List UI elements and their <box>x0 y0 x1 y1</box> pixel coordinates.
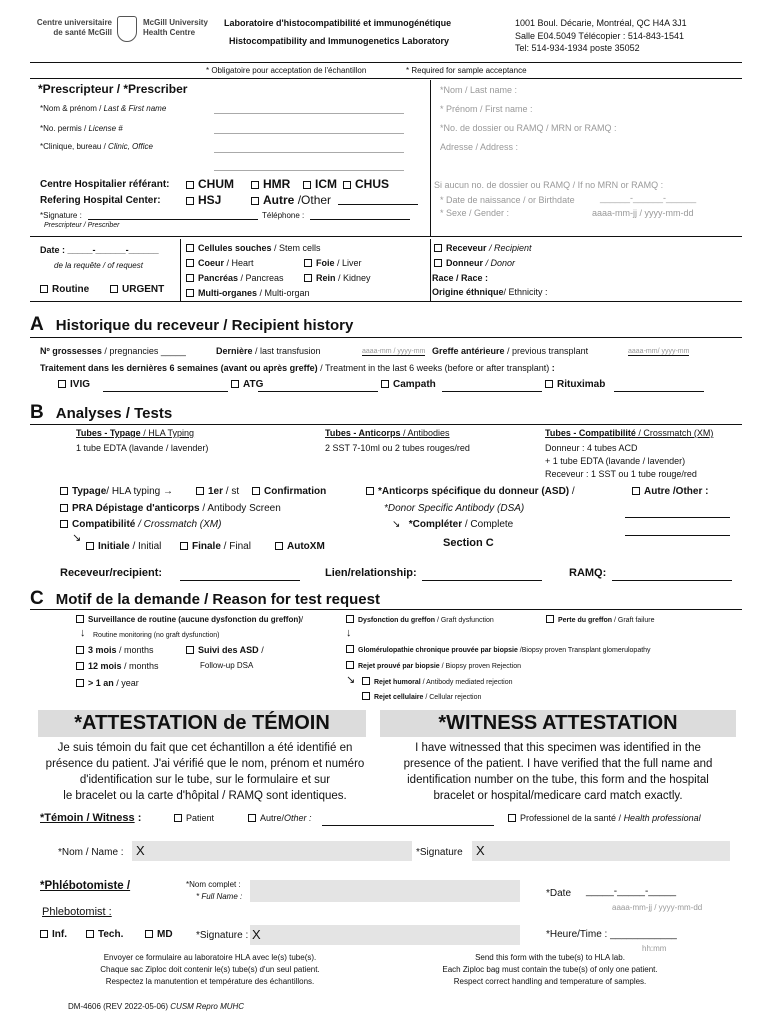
checkbox-icon[interactable] <box>110 285 118 293</box>
ethnicity-label: Origine éthnique/ Ethnicity : <box>432 287 548 297</box>
lab-name-fr: Laboratoire d'histocompatibilité et immunogénétique <box>224 18 452 28</box>
checkbox-icon[interactable] <box>434 259 442 267</box>
reason-graft-dysfunction[interactable]: Dysfonction du greffon / Graft dysfunction <box>346 615 494 624</box>
mandatory-note-fr: * Obligatoire pour acceptation de l'échantillon <box>206 66 367 75</box>
section-b-heading: B Analyses / Tests <box>30 402 173 423</box>
lab-salle: Salle E04.5049 Télécopier : 514-843-1541 <box>515 31 684 41</box>
patient-sex-label: * Sexe / Gender : <box>440 208 510 218</box>
treatment-atg[interactable]: ATG <box>231 379 263 390</box>
mandatory-note-en: * Required for sample acceptance <box>406 66 527 75</box>
mcgill-shield-icon <box>117 16 137 42</box>
organ-stem-cells[interactable]: Cellules souches / Stem cells <box>186 243 321 253</box>
checkbox-icon[interactable] <box>248 814 256 822</box>
prescriber-clinic-field-2[interactable] <box>214 170 404 171</box>
phlebotomist-date-field[interactable]: _____-_____-_____ <box>586 886 677 897</box>
xm-auto[interactable]: AutoXM <box>275 541 325 552</box>
organ-pancreas[interactable]: Pancréas / Pancreas <box>186 273 284 283</box>
atg-field[interactable] <box>258 391 378 392</box>
witness-professional[interactable]: Professionel de la santé / Health professional <box>508 813 701 823</box>
phlebotomist-signature-field[interactable]: X <box>250 925 520 945</box>
section-b-underline <box>30 424 742 425</box>
phlebotomist-fullname-en: * Full Name : <box>196 892 243 901</box>
checkbox-icon[interactable] <box>40 930 48 938</box>
checkbox-icon[interactable] <box>545 380 553 388</box>
recipient-label: Receveur/recipient: <box>60 567 163 579</box>
test-typage[interactable]: Typage/ HLA typing → <box>60 486 173 497</box>
reason-biopsy-rejection[interactable]: Rejet prouvé par biopsie / Biopsy proven Rejection <box>346 661 521 670</box>
checkbox-icon[interactable] <box>362 677 370 685</box>
test-typage-first[interactable]: 1er / st <box>196 486 239 497</box>
prescriber-clinic-field[interactable] <box>214 152 404 153</box>
prescriber-signature-field[interactable] <box>88 219 258 220</box>
last-transfusion-label: Dernière / last transfusion <box>216 346 321 356</box>
section-a-underline <box>30 337 742 338</box>
checkbox-icon[interactable] <box>174 814 182 822</box>
checkbox-icon[interactable] <box>186 259 194 267</box>
reason-surveillance[interactable]: Surveillance de routine (aucune dysfonction du greffon)/ <box>76 615 303 624</box>
request-date-caption: de la requête / of request <box>54 261 143 270</box>
tubes-antibodies-header: Tubes - Anticorps / Antibodies <box>325 428 450 438</box>
ramq-label: RAMQ: <box>569 567 607 579</box>
phlebotomist-title-en: Phlebotomist : <box>42 906 112 918</box>
section-c-heading: C Motif de la demande / Reason for test request <box>30 588 380 609</box>
witness-name-field[interactable]: X <box>132 841 412 861</box>
witness-label: *Témoin / Witness : <box>40 812 142 824</box>
reason-cellular-rejection[interactable]: Rejet cellulaire / Cellular rejection <box>362 692 481 701</box>
checkbox-icon[interactable] <box>40 285 48 293</box>
checkbox-icon[interactable] <box>304 274 312 282</box>
hospital-chum[interactable]: CHUM <box>186 177 234 191</box>
hospital-hsj[interactable]: HSJ <box>186 193 221 207</box>
tubes-crossmatch-header: Tubes - Compatibilité / Crossmatch (XM) <box>545 428 714 438</box>
checkbox-icon[interactable] <box>252 487 260 495</box>
previous-transplant-label: Greffe antérieure / previous transplant <box>432 346 589 356</box>
header-divider <box>30 62 742 63</box>
treatment-campath[interactable]: Campath <box>381 379 436 390</box>
organ-heart[interactable]: Coeur / Heart <box>186 258 254 268</box>
witness-name-label: *Nom / Name : <box>58 847 124 858</box>
attestation-title-fr: *ATTESTATION de TÉMOIN <box>38 710 366 737</box>
reason-humoral-rejection[interactable]: Rejet humoral / Antibody mediated rejection <box>362 677 513 686</box>
treatment-ivig[interactable]: IVIG <box>58 379 90 390</box>
tubes-typing-header: Tubes - Typage / HLA Typing <box>76 428 195 438</box>
logo-text-right: McGill University Health Centre <box>143 18 208 37</box>
ivig-field[interactable] <box>103 391 228 392</box>
checkbox-icon[interactable] <box>186 289 194 297</box>
column-divider <box>430 80 431 236</box>
organ-multi[interactable]: Multi-organes / Multi-organ <box>186 288 310 298</box>
checkbox-icon[interactable] <box>251 181 259 189</box>
ramq-field[interactable] <box>612 580 732 581</box>
hospital-hmr[interactable]: HMR <box>251 177 290 191</box>
checkbox-icon[interactable] <box>346 645 354 653</box>
dsa-complete: ↘ *Compléter / Complete <box>392 519 514 530</box>
checkbox-icon[interactable] <box>186 244 194 252</box>
checkbox-icon[interactable] <box>304 259 312 267</box>
test-dsa-en: *Donor Specific Antibody (DSA) <box>384 503 525 514</box>
phlebotomist-md[interactable]: MD <box>145 929 173 940</box>
patient-dob-label: * Date de naissance / or Birthdate <box>440 195 575 205</box>
prescriber-name-label: *Nom & prénom / Last & First name <box>40 104 167 113</box>
checkbox-icon[interactable] <box>86 542 94 550</box>
tubes-typing-l1: 1 tube EDTA (lavande / lavender) <box>76 443 209 453</box>
phlebotomist-inf[interactable]: Inf. <box>40 929 67 940</box>
request-divider-2 <box>430 239 431 301</box>
checkbox-icon[interactable] <box>60 487 68 495</box>
checkbox-icon[interactable] <box>180 542 188 550</box>
patient-mrn-label: *No. de dossier ou RAMQ / MRN or RAMQ : <box>440 123 617 133</box>
routine-option[interactable]: Routine <box>40 284 89 295</box>
hospital-icm[interactable]: ICM <box>303 177 337 191</box>
transplant-date-hint[interactable]: aaaa-mm/ yyyy-mm <box>628 348 690 355</box>
checkbox-icon[interactable] <box>343 181 351 189</box>
reason-12-months[interactable]: 12 mois / months <box>76 661 159 671</box>
section-a-heading: A Historique du receveur / Recipient history <box>30 314 354 335</box>
phlebotomist-time-label[interactable]: *Heure/Time : ____________ <box>546 929 677 940</box>
phlebotomist-tech[interactable]: Tech. <box>86 929 123 940</box>
form-code: DM-4606 (REV 2022-05-06) CUSM Repro MUHC <box>68 1002 245 1011</box>
lab-phone: Tel: 514-934-1934 poste 35052 <box>515 43 640 53</box>
reason-glomerulopathy[interactable]: Glomérulopathie chronique prouvée par biopsie /Biopsy proven Transplant glomerulopathy <box>346 645 651 654</box>
surveillance-arrow-icon: ↓ <box>80 627 86 639</box>
compat-arrow-icon: ↘ <box>72 532 82 544</box>
hospital-other-field[interactable] <box>338 204 418 205</box>
checkbox-icon[interactable] <box>346 615 354 623</box>
prescriber-phone-label: Téléphone : <box>262 211 305 220</box>
tubes-crossmatch-l3: Receveur : 1 SST ou 1 tube rouge/red <box>545 469 697 479</box>
reason-1-year[interactable]: > 1 an / year <box>76 678 139 688</box>
reason-graft-failure[interactable]: Perte du greffon / Graft failure <box>546 615 654 624</box>
attestation-title-en: *WITNESS ATTESTATION <box>380 710 736 737</box>
hospital-label-en: Refering Hospital Center: <box>40 195 161 206</box>
recipient-field[interactable] <box>180 580 300 581</box>
checkbox-icon[interactable] <box>76 662 84 670</box>
lab-address: 1001 Boul. Décarie, Montréal, QC H4A 3J1 <box>515 18 687 28</box>
checkbox-icon[interactable] <box>303 181 311 189</box>
request-date-label: Date : _____-______-______ <box>40 245 159 255</box>
checkbox-icon[interactable] <box>546 615 554 623</box>
request-divider-1 <box>180 239 181 301</box>
test-compat[interactable]: Compatibilité / Crossmatch (XM) <box>60 519 221 530</box>
phlebotomist-signature-label: *Signature : <box>196 930 249 941</box>
patient-dob-field[interactable]: ______-______-______ <box>600 193 697 203</box>
patient-firstname-label: * Prénom / First name : <box>440 104 533 114</box>
rejection-arrow-icon: ↘ <box>346 674 356 686</box>
tubes-antibodies-l1: 2 SST 7-10ml ou 2 tubes rouges/red <box>325 443 470 453</box>
prescriber-signature-label: *Signature : <box>40 211 82 220</box>
hospital-label-fr: Centre Hospitalier référant: <box>40 179 170 190</box>
checkbox-icon[interactable] <box>434 244 442 252</box>
prescriber-title: *Prescripteur / *Prescriber <box>38 82 188 96</box>
witness-signature-label: *Signature <box>416 847 463 858</box>
phlebotomist-date-label: *Date <box>546 888 572 899</box>
logo-text-left: Centre universitaire de santé McGill <box>36 18 112 37</box>
header-divider-2 <box>30 78 742 79</box>
divider-before-a <box>30 301 742 302</box>
tubes-crossmatch-l1: Donneur : 4 tubes ACD <box>545 443 638 453</box>
checkbox-icon[interactable] <box>362 692 370 700</box>
patient-lastname-label: *Nom / Last name : <box>440 85 518 95</box>
treatment-label: Traitement dans les dernières 6 semaines (avant ou après greffe) / Treatment in the last 6 weeks (before or after transplant) : <box>40 363 555 373</box>
dysfunction-arrow-icon: ↓ <box>346 627 352 639</box>
followup-dsa-caption: Follow-up DSA <box>200 661 254 670</box>
hospital-chus[interactable]: CHUS <box>343 177 389 191</box>
patient-dob-format: aaaa-mm-jj / yyyy-mm-dd <box>592 208 694 218</box>
transfusion-date-hint[interactable]: aaaa-mm / yyyy-mm <box>362 348 426 355</box>
test-autre[interactable]: Autre /Other : <box>632 486 708 497</box>
phlebotomist-name-field[interactable] <box>250 880 520 902</box>
routine-monitoring-caption: Routine monitoring (no graft dysfunction) <box>93 632 220 639</box>
prescriber-license-label: *No. permis / License # <box>40 124 123 133</box>
attestation-text-en: I have witnessed that this specimen was identified in the presence of the patient. I have verified that the full name and identification number on the tube, this form and the hospital bracelet or hospital/medicare card match exactly. <box>403 742 713 802</box>
tubes-crossmatch-l2: + 1 tube EDTA (lavande / lavender) <box>545 456 686 466</box>
checkbox-icon[interactable] <box>186 181 194 189</box>
checkbox-icon[interactable] <box>76 679 84 687</box>
rituximab-field[interactable] <box>614 391 704 392</box>
witness-signature-field[interactable]: X <box>472 841 730 861</box>
race-label: Race / Race : <box>432 273 489 283</box>
checkbox-icon[interactable] <box>381 380 389 388</box>
checkbox-icon[interactable] <box>275 542 283 550</box>
patient-address-label: Adresse / Address : <box>440 142 519 152</box>
reason-3-months[interactable]: 3 mois / months <box>76 645 154 655</box>
witness-other[interactable]: Autre/Other : <box>248 813 312 823</box>
checkbox-icon[interactable] <box>632 487 640 495</box>
checkbox-icon[interactable] <box>76 646 84 654</box>
organ-kidney[interactable]: Rein / Kidney <box>304 273 371 283</box>
pregnancies-label: Nº grossesses / pregnancies _____ <box>40 346 186 356</box>
treatment-rituximab[interactable]: Rituximab <box>545 379 605 390</box>
phlebotomist-fullname-fr: *Nom complet : <box>186 880 241 889</box>
relationship-label: Lien/relationship: <box>325 567 417 579</box>
relationship-field[interactable] <box>422 580 542 581</box>
footer-note-en: Send this form with the tube(s) to HLA lab. Each Ziploc bag must contain the tube(s) of only one patient. Respect correct handling and temperature of samples. <box>442 953 658 986</box>
autre-field-1[interactable] <box>625 517 730 518</box>
checkbox-icon[interactable] <box>186 197 194 205</box>
section-c-underline <box>30 609 742 610</box>
checkbox-icon[interactable] <box>58 380 66 388</box>
checkbox-icon[interactable] <box>346 661 354 669</box>
hospital-autre[interactable]: Autre /Other <box>251 193 331 207</box>
footer-note-fr: Envoyer ce formulaire au laboratoire HLA avec le(s) tube(s). Chaque sac Ziploc doit contenir le(s) tube(s) d'un seul patient. Respectez la manutention et température des échantillons. <box>100 953 320 986</box>
checkbox-icon[interactable] <box>60 520 68 528</box>
witness-other-field[interactable] <box>322 825 494 826</box>
urgent-option[interactable]: URGENT <box>110 284 164 295</box>
checkbox-icon[interactable] <box>76 615 84 623</box>
autre-field-2[interactable] <box>625 535 730 536</box>
prescriber-name-field[interactable] <box>214 113 404 114</box>
checkbox-icon[interactable] <box>60 504 68 512</box>
checkbox-icon[interactable] <box>186 274 194 282</box>
checkbox-icon[interactable] <box>196 487 204 495</box>
test-dsa[interactable]: *Anticorps spécifique du donneur (ASD) / <box>366 486 575 497</box>
organ-liver[interactable]: Foie / Liver <box>304 258 362 268</box>
prescriber-phone-field[interactable] <box>310 219 410 220</box>
checkbox-icon[interactable] <box>366 487 374 495</box>
lab-name-en: Histocompatibility and Immunogenetics Laboratory <box>229 36 450 46</box>
prescriber-license-field[interactable] <box>214 133 404 134</box>
checkbox-icon[interactable] <box>231 380 239 388</box>
attestation-text-fr: Je suis témoin du fait que cet échantillon a été identifié en présence du patient. J'ai vérifié que le nom, prénom et numéro d'identification sur le tube, sur le formulaire et sur le bracelet ou la carte d'hôpital / RAMQ sont identiques. <box>45 742 365 802</box>
reason-dsa-followup[interactable]: Suivi des ASD / <box>186 645 264 655</box>
divider-before-request <box>30 236 742 237</box>
phlebotomist-date-format: aaaa-mm-jj / yyyy-mm-dd <box>612 903 703 912</box>
test-confirmation[interactable]: Confirmation <box>252 486 326 497</box>
campath-field[interactable] <box>442 391 542 392</box>
phlebotomist-time-format: hh:mm <box>642 944 667 953</box>
patient-no-mrn-label: Si aucun no. de dossier ou RAMQ / If no MRN or RAMQ : <box>434 180 664 190</box>
role-donor[interactable]: Donneur / Donor <box>434 258 515 268</box>
checkbox-icon[interactable] <box>251 197 259 205</box>
checkbox-icon[interactable] <box>86 930 94 938</box>
test-pra[interactable]: PRA Dépistage d'anticorps / Antibody Screen <box>60 503 281 514</box>
phlebotomist-title-fr: *Phlébotomiste / <box>40 880 131 892</box>
checkbox-icon[interactable] <box>186 646 194 654</box>
prescriber-clinic-label: *Clinique, bureau / Clinic, Office <box>40 142 153 151</box>
witness-patient[interactable]: Patient <box>174 813 214 823</box>
role-recipient[interactable]: Receveur / Recipient <box>434 243 532 253</box>
checkbox-icon[interactable] <box>145 930 153 938</box>
dsa-section-c-ref: Section C <box>443 537 494 549</box>
xm-initial[interactable]: Initiale / Initial <box>86 541 161 552</box>
checkbox-icon[interactable] <box>508 814 516 822</box>
xm-final[interactable]: Finale / Final <box>180 541 251 552</box>
prescriber-signature-caption: Prescripteur / Prescriber <box>44 222 120 229</box>
